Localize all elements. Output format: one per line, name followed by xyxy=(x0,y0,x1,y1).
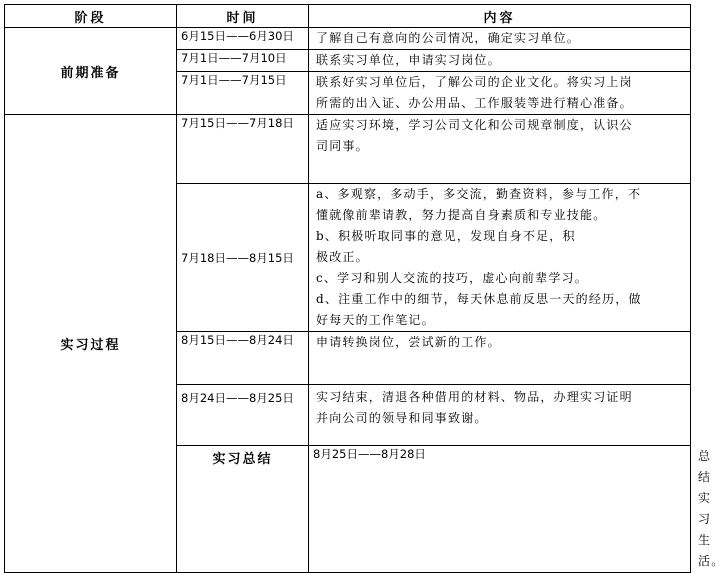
content-line: 懂就像前辈请教，努力提高自身素质和专业技能。 xyxy=(316,208,607,222)
content-line: 并向公司的领导和同事致谢。 xyxy=(316,411,488,425)
content-cell xyxy=(309,50,691,72)
phase-process: 实习过程 xyxy=(5,115,177,573)
content-cell xyxy=(309,184,691,332)
time-cell: 7月1日——7月15日 xyxy=(177,72,309,115)
content-line: 申请转换岗位，尝试新的工作。 xyxy=(316,335,501,349)
content-line: 司同事。 xyxy=(316,139,369,153)
header-phase: 阶段 xyxy=(5,5,177,28)
table-row: 实习总结 8月25日——8月28日 总结实习生活。 xyxy=(5,446,691,573)
time-cell: 6月15日——6月30日 xyxy=(177,28,309,50)
header-time: 时间 xyxy=(177,5,309,28)
content-line: 联系实习单位，申请实习岗位。 xyxy=(316,53,501,67)
content-cell xyxy=(309,72,691,115)
table-row xyxy=(5,28,691,50)
time-cell: 8月24日——8月25日 xyxy=(177,385,309,446)
content-line: 所需的出入证、办公用品、工作服装等进行精心准备。 xyxy=(316,96,633,110)
content-line: c、学习和别人交流的技巧，虚心向前辈学习。 xyxy=(316,271,588,285)
time-cell: 8月25日——8月28日 xyxy=(309,446,691,573)
content-cell xyxy=(309,332,691,385)
content-line: b、积极听取同事的意见，发现自身不足，积 xyxy=(316,229,576,243)
time-cell: 8月15日——8月24日 xyxy=(177,332,309,385)
content-line: 了解自己有意向的公司情况，确定实习单位。 xyxy=(316,31,581,45)
content-line: 实习结束，清退各种借用的材料、物品，办理实习证明 xyxy=(316,390,633,404)
time-cell: 7月1日——7月10日 xyxy=(177,50,309,72)
table-row xyxy=(5,115,691,184)
time-cell: 7月15日——7月18日 xyxy=(177,115,309,184)
schedule-table xyxy=(4,4,724,573)
content-line: 极改正。 xyxy=(316,250,369,264)
phase-prep: 前期准备 xyxy=(5,28,177,115)
time-cell: 7月18日——8月15日 xyxy=(177,184,309,332)
content-line: d、注重工作中的细节，每天休息前反思一天的经历，做 xyxy=(316,292,642,306)
header-row xyxy=(5,5,691,28)
header-content: 内容 xyxy=(309,5,691,28)
phase-summary: 实习总结 xyxy=(177,446,309,573)
content-cell xyxy=(309,385,691,446)
content-line: a、多观察，多动手，多交流，勤查资料，参与工作，不 xyxy=(316,187,642,201)
content-line: 联系好实习单位后，了解公司的企业文化。将实习上岗 xyxy=(316,75,633,89)
content-cell xyxy=(309,115,691,184)
content-line: 适应实习环境，学习公司文化和公司规章制度，认识公 xyxy=(316,118,633,132)
content-line: 好每天的工作笔记。 xyxy=(316,313,435,327)
content-cell xyxy=(309,28,691,50)
